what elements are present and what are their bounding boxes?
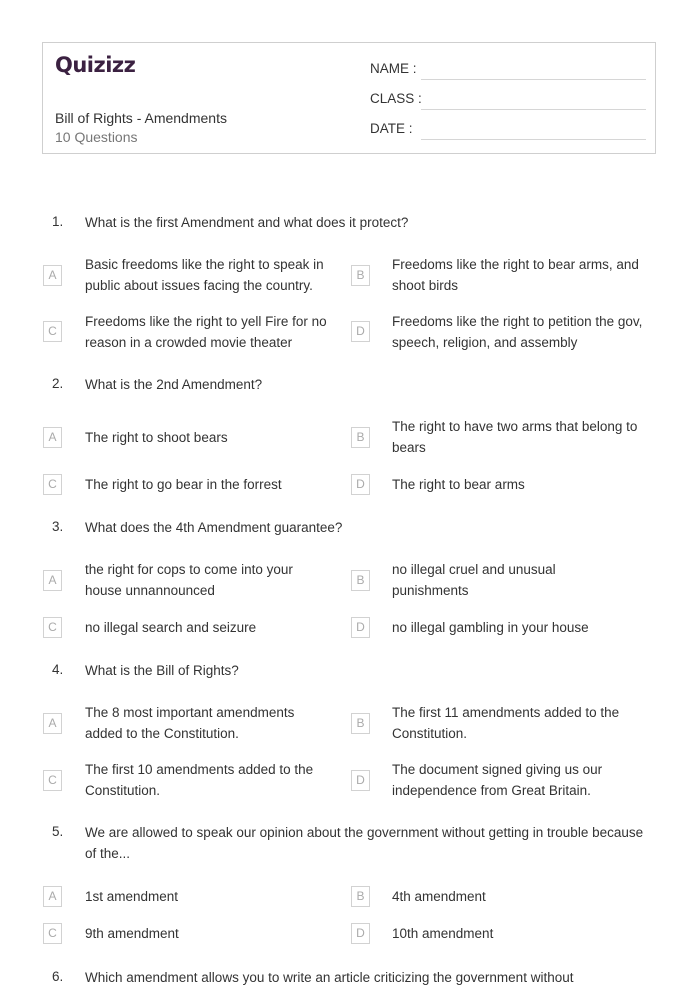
date-line	[421, 139, 646, 140]
option-d-box: D	[351, 617, 370, 638]
question-text: What is the first Amendment and what does it protect?	[85, 215, 409, 230]
option-a-box: A	[43, 713, 62, 734]
option-a-text: 1st amendment	[85, 889, 179, 904]
option-d-box: D	[351, 321, 370, 342]
question-number: 4.	[52, 662, 64, 677]
question-text: What does the 4th Amendment guarantee?	[85, 520, 343, 535]
question-text: What is the Bill of Rights?	[85, 663, 239, 678]
option-d-text: The document signed giving us our independence from Great Britain.	[392, 762, 603, 798]
name-line	[421, 79, 646, 80]
class-line	[421, 109, 646, 110]
option-b-text: no illegal cruel and unusual punishments	[392, 562, 556, 598]
quiz-title: Bill of Rights - Amendments	[55, 110, 227, 126]
question-number: 1.	[52, 214, 64, 229]
option-a-box: A	[43, 265, 62, 286]
option-b-box: B	[351, 265, 370, 286]
option-d-text: no illegal gambling in your house	[392, 620, 589, 635]
option-c-box: C	[43, 474, 62, 495]
option-b-box: B	[351, 427, 370, 448]
option-a-box: A	[43, 886, 62, 907]
name-label: NAME :	[370, 61, 417, 76]
option-c-text: Freedoms like the right to yell Fire for no reason in a crowded movie theater	[85, 314, 327, 350]
option-a-text: the right for cops to come into your house unnannounced	[85, 562, 293, 598]
option-d-box: D	[351, 923, 370, 944]
worksheet-header	[42, 42, 656, 154]
question-count: 10 Questions	[55, 129, 138, 145]
quizizz-logo: Quizizz	[55, 53, 136, 77]
class-label: CLASS :	[370, 91, 422, 106]
option-d-box: D	[351, 474, 370, 495]
date-label: DATE :	[370, 121, 413, 136]
option-a-text: Basic freedoms like the right to speak in public about issues facing the country.	[85, 257, 324, 293]
question-text: What is the 2nd Amendment?	[85, 377, 263, 392]
option-a-box: A	[43, 427, 62, 448]
option-b-text: Freedoms like the right to bear arms, and shoot birds	[392, 257, 639, 293]
option-c-box: C	[43, 770, 62, 791]
option-c-box: C	[43, 617, 62, 638]
option-c-text: no illegal search and seizure	[85, 620, 257, 635]
option-b-box: B	[351, 886, 370, 907]
option-c-text: 9th amendment	[85, 926, 179, 941]
option-d-text: 10th amendment	[392, 926, 494, 941]
option-c-box: C	[43, 321, 62, 342]
option-b-text: The right to have two arms that belong to bears	[392, 419, 638, 455]
question-text: We are allowed to speak our opinion about the government without getting in trouble because of the...	[85, 825, 644, 861]
question-text: Which amendment allows you to write an article criticizing the government without	[85, 970, 574, 985]
option-d-text: Freedoms like the right to petition the gov, speech, religion, and assembly	[392, 314, 643, 350]
option-d-box: D	[351, 770, 370, 791]
option-a-text: The 8 most important amendments added to the Constitution.	[85, 705, 295, 741]
option-b-text: 4th amendment	[392, 889, 486, 904]
option-c-text: The right to go bear in the forrest	[85, 477, 282, 492]
question-number: 3.	[52, 519, 64, 534]
question-number: 6.	[52, 969, 64, 984]
option-c-box: C	[43, 923, 62, 944]
option-c-text: The first 10 amendments added to the Constitution.	[85, 762, 314, 798]
option-a-box: A	[43, 570, 62, 591]
option-a-text: The right to shoot bears	[85, 430, 228, 445]
option-b-text: The first 11 amendments added to the Constitution.	[392, 705, 620, 741]
option-d-text: The right to bear arms	[392, 477, 525, 492]
option-b-box: B	[351, 713, 370, 734]
question-number: 5.	[52, 824, 64, 839]
question-number: 2.	[52, 376, 64, 391]
option-b-box: B	[351, 570, 370, 591]
